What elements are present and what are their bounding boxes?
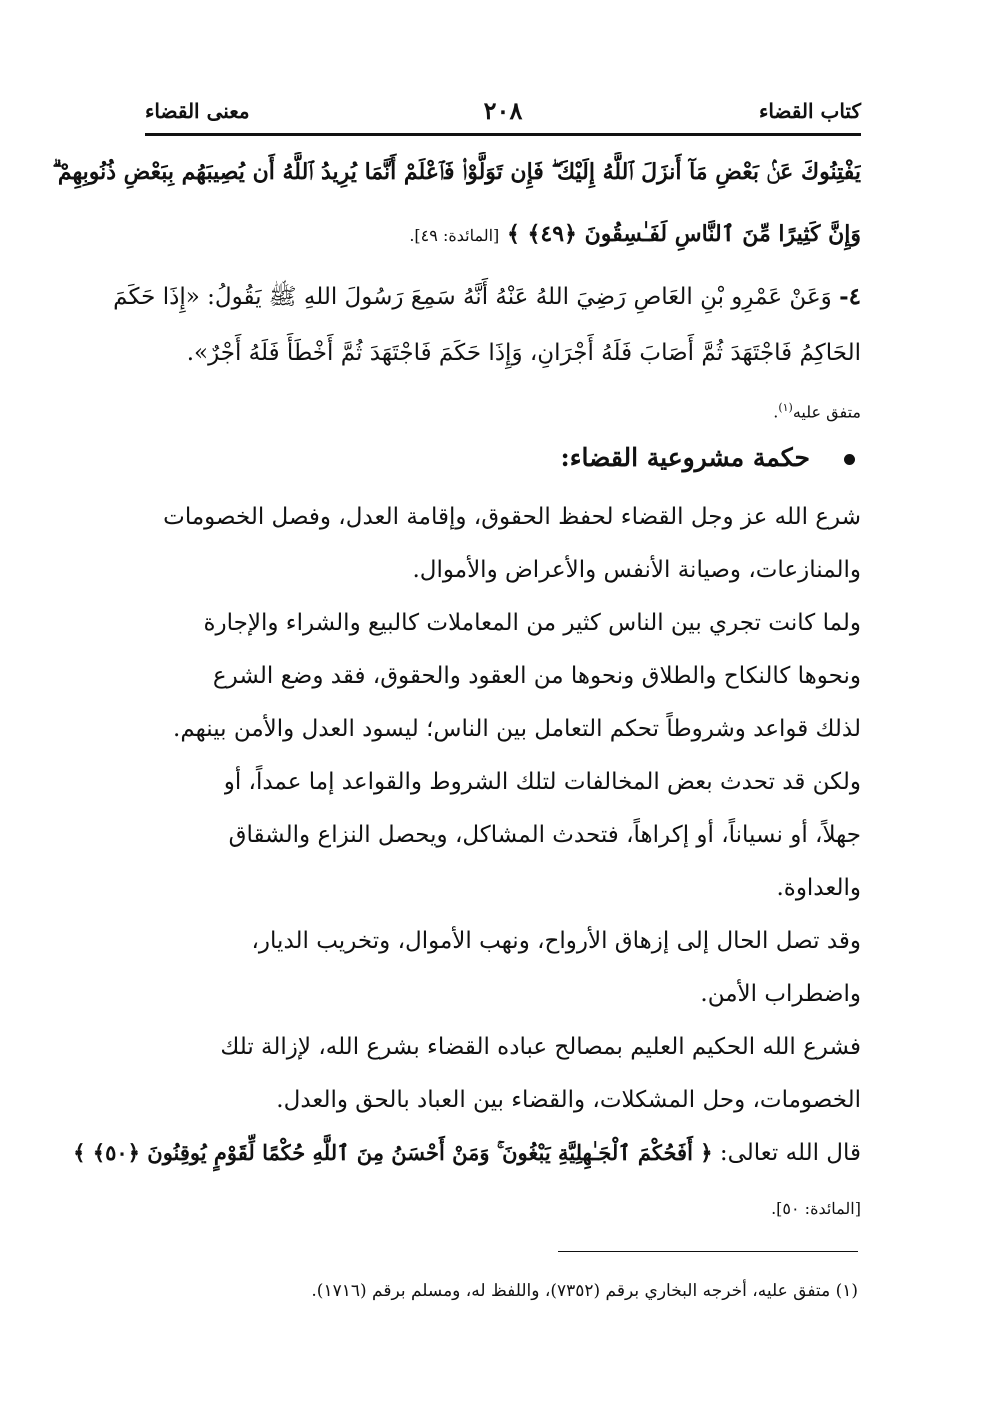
hadith-source-text: متفق عليه <box>792 402 861 422</box>
verse-2-text: ﴿ أَفَحُكْمَ ٱلْجَـٰهِلِيَّةِ يَبْغُونَ ۚ وَمَنْ أَحْسَنُ مِنَ ٱللَّهِ حُكْمًا لِّقَوْمٍ يُوقِنُونَ ﴿٥٠﴾ ﴾ <box>73 1140 713 1165</box>
verse-2-line <box>73 1133 861 1173</box>
paragraph-1-line-1: شرع الله عز وجل القضاء لحفظ الحقوق، وإقامة العدل، وفصل الخصومات <box>163 504 861 530</box>
footnote: (١) متفق عليه، أخرجه البخاري برقم (٧٣٥٢)، واللفظ له، ومسلم برقم (١٧١٦). <box>311 1281 858 1301</box>
hadith-number: ٤- <box>839 283 861 310</box>
paragraph-3-line-3: والعداوة. <box>776 875 861 901</box>
verse-citation: [المائدة: ٤٩]. <box>409 226 500 245</box>
hadith-source <box>773 393 861 427</box>
bullet-icon <box>844 454 855 465</box>
verse-line-2-text: وَإِنَّ كَثِيرًا مِّنَ ٱلنَّاسِ لَفَـٰسِقُونَ ﴿٤٩﴾ ﴾ <box>506 221 861 247</box>
paragraph-4-line-2: واضطراب الأمن. <box>700 981 861 1007</box>
header-divider <box>145 133 861 136</box>
paragraph-2-line-1: ولما كانت تجري بين الناس كثير من المعاملات كالبيع والشراء والإجارة <box>203 610 861 636</box>
verse-2-citation: [المائدة: ٥٠]. <box>771 1199 861 1218</box>
running-header <box>145 96 861 130</box>
verse-2-intro: قال الله تعالى: <box>719 1140 861 1166</box>
hadith-line-1 <box>113 277 861 317</box>
book-title: كتاب القضاء <box>758 99 861 123</box>
paragraph-2-line-3: لذلك قواعد وشروطاً تحكم التعامل بين الناس؛ ليسود العدل والأمن بينهم. <box>173 716 861 742</box>
verse-line-2 <box>409 214 861 256</box>
hadith-line-1-text: وَعَنْ عَمْرِو بْنِ العَاصِ رَضِيَ اللهُ عَنْهُ أَنَّهُ سَمِعَ رَسُولَ اللهِ ﷺ يَقُولُ: «إِذَا حَكَمَ <box>113 284 832 310</box>
section-heading <box>561 438 855 478</box>
hadith-line-2: الحَاكِمُ فَاجْتَهَدَ ثُمَّ أَصَابَ فَلَهُ أَجْرَانِ، وَإِذَا حَكَمَ فَاجْتَهَدَ ثُمَّ أَخْطَأَ فَلَهُ أَجْرٌ». <box>186 340 861 366</box>
page-number: ٢٠٨ <box>483 96 523 125</box>
paragraph-5-line-2: الخصومات، وحل المشكلات، والقضاء بين العباد بالحق والعدل. <box>276 1087 861 1113</box>
paragraph-2-line-2: ونحوها كالنكاح والطلاق ونحوها من العقود والحقوق، فقد وضع الشرع <box>212 663 861 689</box>
paragraph-1-line-2: والمنازعات، وصيانة الأنفس والأعراض والأموال. <box>412 557 861 583</box>
hadith-source-end: . <box>773 402 779 422</box>
section-title: حكمة مشروعية القضاء: <box>560 443 810 472</box>
chapter-title: معنى القضاء <box>145 99 250 123</box>
paragraph-5-line-1: فشرع الله الحكيم العليم بمصالح عباده القضاء بشرع الله، لإزالة تلك <box>220 1034 861 1060</box>
verse-line-1: يَفْتِنُوكَ عَنۢ بَعْضِ مَآ أَنزَلَ ٱللَّهُ إِلَيْكَ ۖ فَإِن تَوَلَّوْا۟ فَٱعْلَمْ أَنَّمَا يُرِيدُ ٱللَّهُ أَن يُصِيبَهُم بِبَعْضِ ذُنُوبِهِمْ ۗ <box>52 159 861 185</box>
paragraph-3-line-2: جهلاً، أو نسياناً، أو إكراهاً، فتحدث المشاكل، ويحصل النزاع والشقاق <box>228 822 861 848</box>
paragraph-3-line-1: ولكن قد تحدث بعض المخالفات لتلك الشروط والقواعد إما عمداً، أو <box>223 769 861 795</box>
paragraph-4-line-1: وقد تصل الحال إلى إزهاق الأرواح، ونهب الأموال، وتخريب الديار، <box>251 928 861 954</box>
footnote-divider <box>558 1251 858 1252</box>
footnote-reference[interactable]: (١) <box>778 401 793 414</box>
